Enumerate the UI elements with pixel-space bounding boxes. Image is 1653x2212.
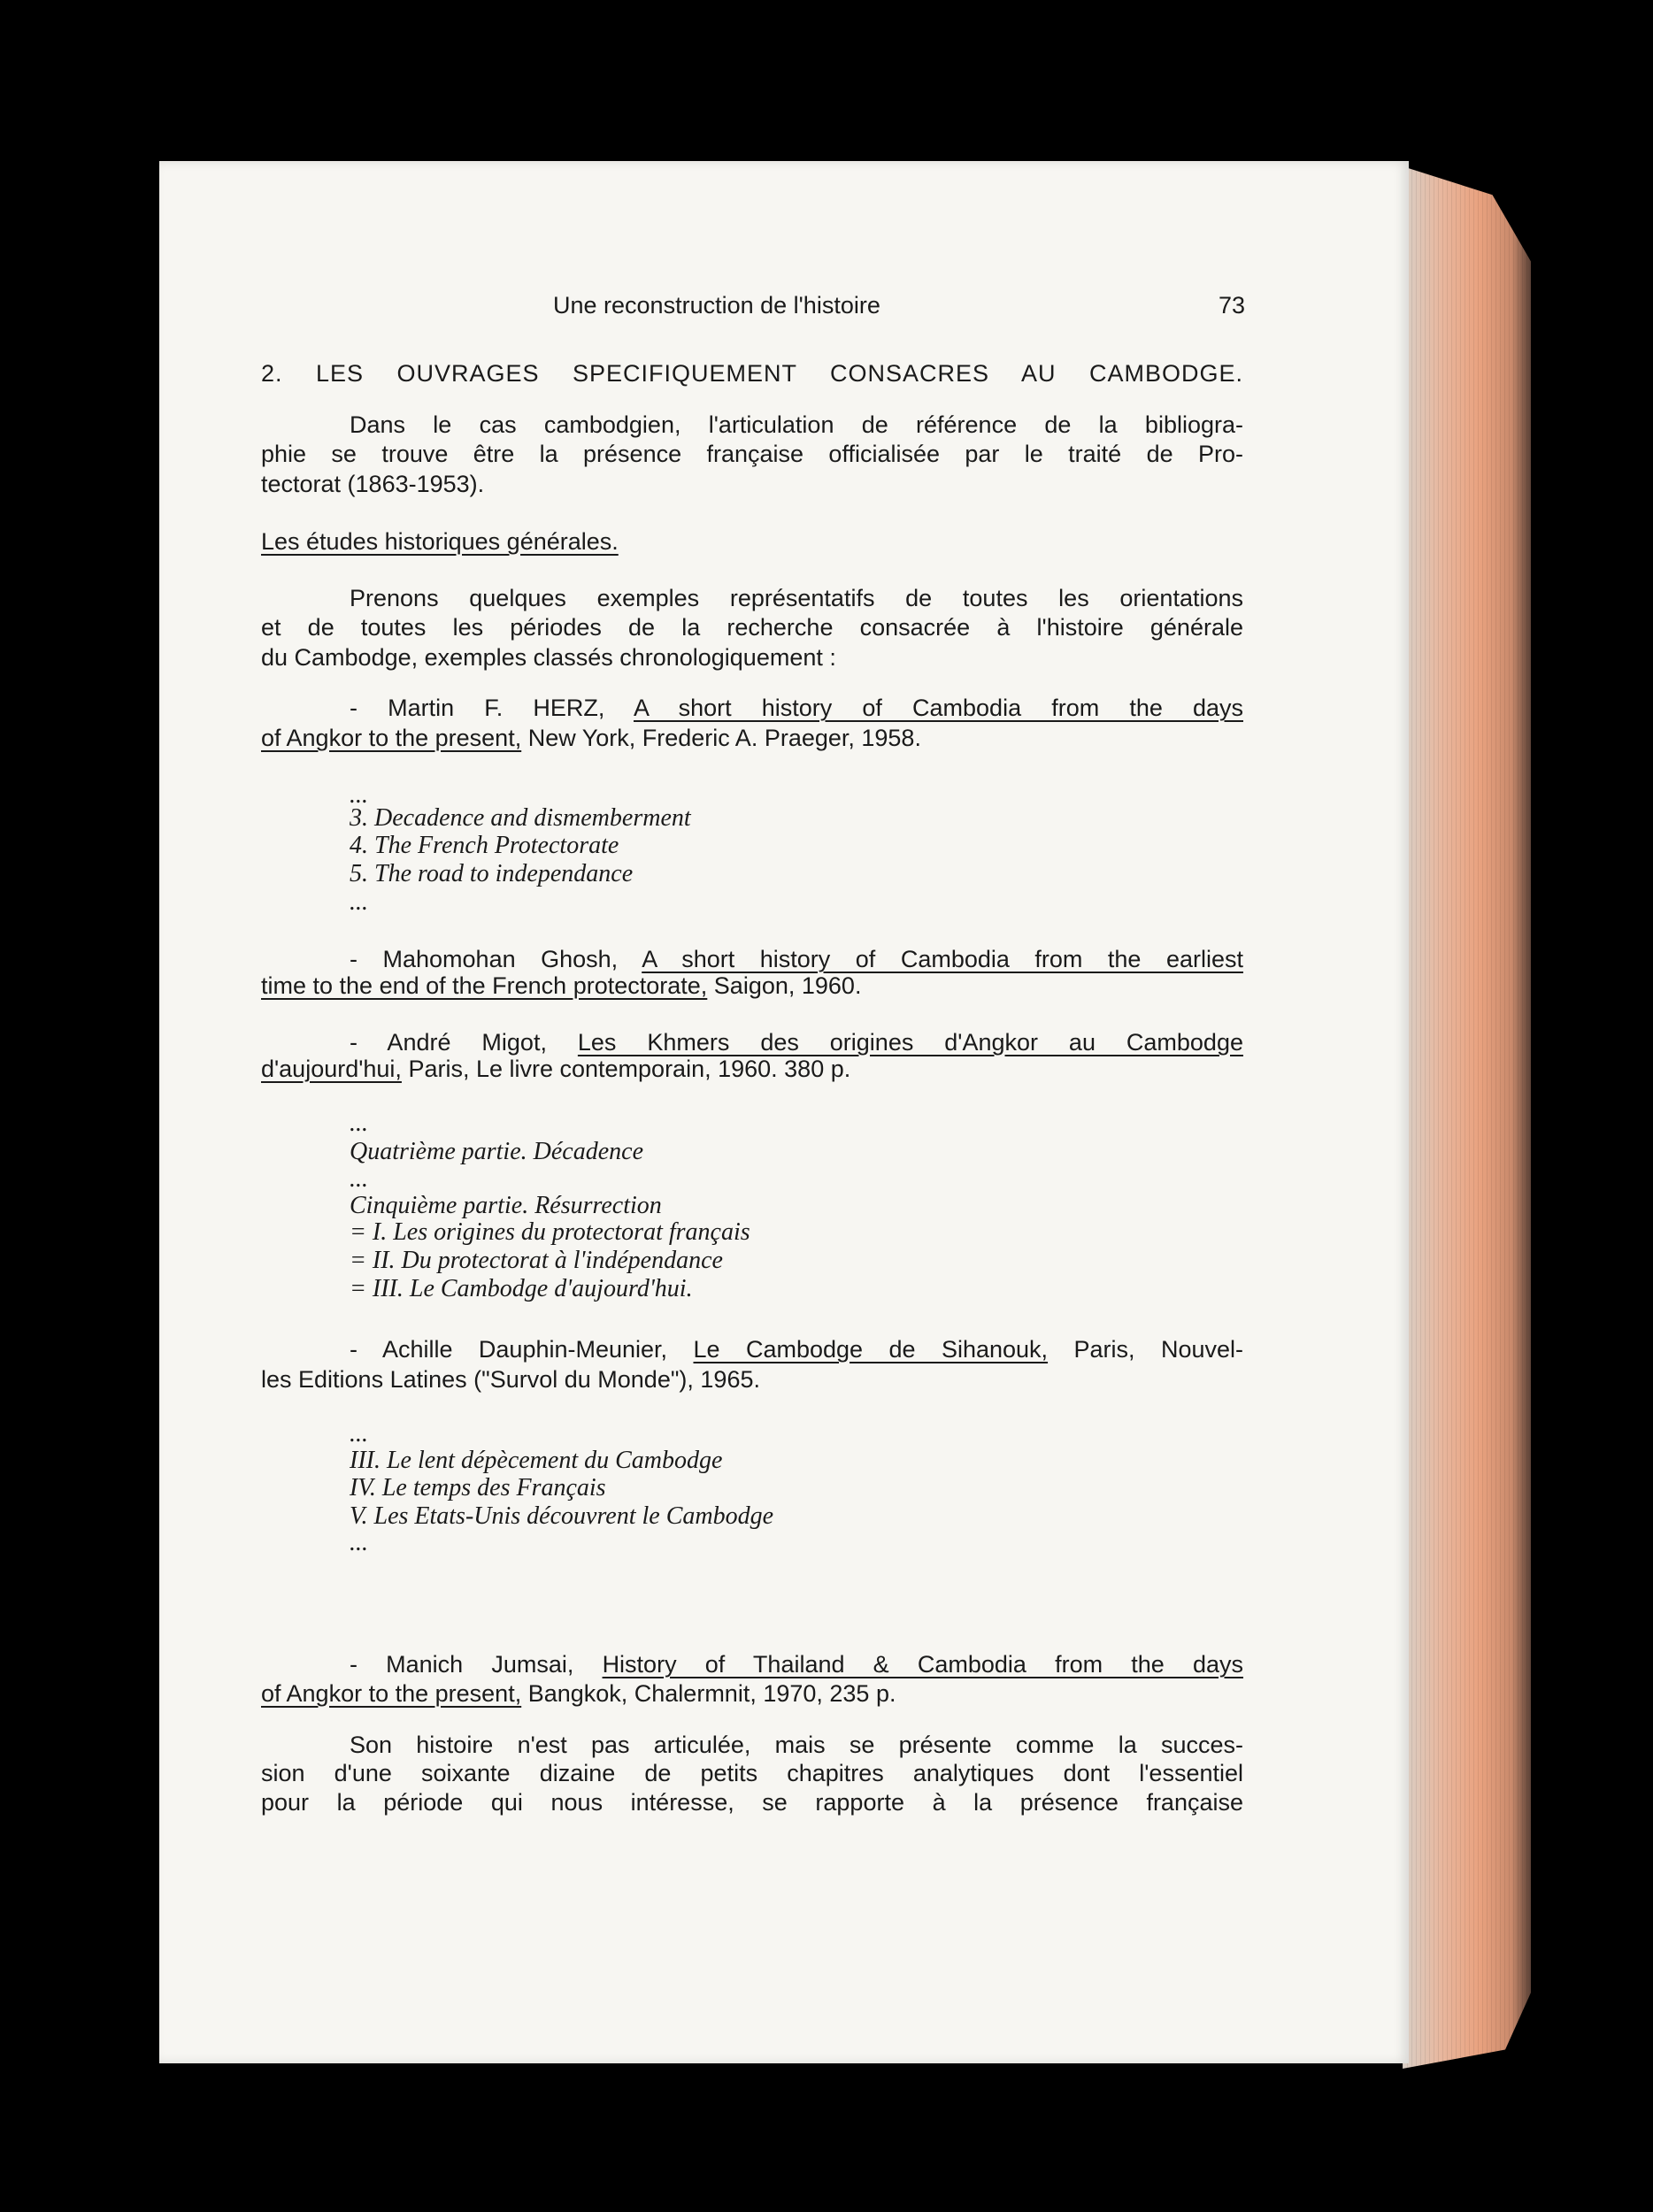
subheading: Les études historiques générales.	[261, 528, 619, 555]
list-item: ...	[350, 1420, 368, 1448]
section-heading: 2. LES OUVRAGES SPECIFIQUEMENT CONSACRES AU CAMBODGE.	[261, 360, 1243, 387]
page-number: 73	[1219, 292, 1246, 319]
list-item: ...	[350, 1165, 368, 1193]
paragraph-line: Son histoire n'est pas articulée, mais se présente comme la succes-	[350, 1732, 1243, 1758]
list-item: ...	[350, 781, 368, 809]
list-item: Quatrième partie. Décadence	[350, 1138, 643, 1165]
list-item: IV. Le temps des Français	[350, 1474, 606, 1502]
list-item: 5. The road to independance	[350, 860, 634, 887]
page-edges	[1403, 166, 1531, 2069]
list-item: = II. Du protectorat à l'indépendance	[350, 1247, 723, 1274]
list-item: ...	[350, 1110, 368, 1137]
reference-jumsai: - Manich Jumsai, History of Thailand & Cambodia from the days	[350, 1651, 1243, 1678]
list-item: Cinquième partie. Résurrection	[350, 1192, 662, 1219]
list-item: III. Le lent dépècement du Cambodge	[350, 1447, 723, 1474]
reference-herz: - Martin F. HERZ, A short history of Cambodia from the days	[350, 695, 1243, 721]
paragraph-line: du Cambodge, exemples classés chronologiquement :	[261, 644, 836, 671]
list-item: = III. Le Cambodge d'aujourd'hui.	[350, 1275, 693, 1302]
paragraph-line: pour la période qui nous intéresse, se rapporte à la présence française	[261, 1789, 1243, 1816]
list-item: 4. The French Protectorate	[350, 832, 619, 859]
reference-migot: - André Migot, Les Khmers des origines d'Angkor au Cambodge	[350, 1029, 1243, 1056]
reference-herz-cont: of Angkor to the present, New York, Frederic A. Praeger, 1958.	[261, 725, 921, 751]
running-header: Une reconstruction de l'histoire	[553, 292, 880, 319]
reference-dauphin: - Achille Dauphin-Meunier, Le Cambodge de Sihanouk, Paris, Nouvel-	[350, 1336, 1244, 1363]
reference-ghosh-cont: time to the end of the French protectorate, Saigon, 1960.	[261, 972, 862, 999]
reference-ghosh: - Mahomohan Ghosh, A short history of Cambodia from the earliest	[350, 946, 1243, 972]
paragraph-line: sion d'une soixante dizaine de petits chapitres analytiques dont l'essentiel	[261, 1760, 1243, 1786]
reference-migot-cont: d'aujourd'hui, Paris, Le livre contemporain, 1960. 380 p.	[261, 1056, 851, 1082]
list-item: 3. Decadence and dismemberment	[350, 804, 691, 832]
intro-line: Dans le cas cambodgien, l'articulation de référence de la bibliogra-	[350, 411, 1243, 438]
list-item: V. Les Etats-Unis découvrent le Cambodge	[350, 1502, 774, 1530]
list-item: ...	[350, 888, 368, 916]
list-item: ...	[350, 1529, 368, 1556]
intro-line: phie se trouve être la présence française officialisée par le traité de Pro-	[261, 441, 1243, 467]
reference-jumsai-cont: of Angkor to the present, Bangkok, Chalermnit, 1970, 235 p.	[261, 1680, 896, 1707]
reference-dauphin-cont: les Editions Latines ("Survol du Monde"), 1965.	[261, 1366, 760, 1393]
paragraph-line: et de toutes les périodes de la recherche consacrée à l'histoire générale	[261, 614, 1243, 641]
intro-line: tectorat (1863-1953).	[261, 471, 485, 497]
list-item: = I. Les origines du protectorat français	[350, 1218, 750, 1246]
paragraph-line: Prenons quelques exemples représentatifs de toutes les orientations	[350, 585, 1243, 611]
